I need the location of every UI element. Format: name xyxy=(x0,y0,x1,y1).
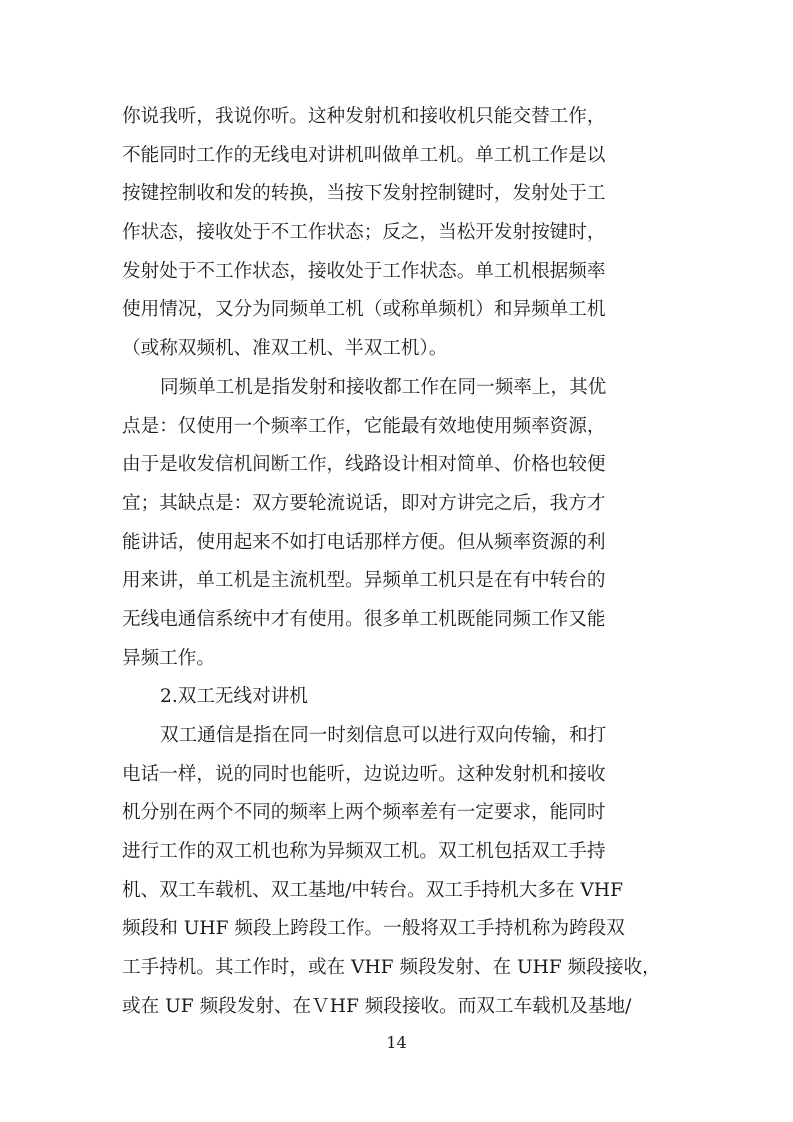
text-line: 由于是收发信机间断工作，线路设计相对简单、价格也较便 xyxy=(122,454,606,476)
text-line: 能讲话，使用起来不如打电话那样方便。但从频率资源的利 xyxy=(122,531,606,553)
text-line: 按键控制收和发的转换，当按下发射控制键时，发射处于工 xyxy=(122,183,606,205)
text-line: 或在 UF 频段发射、在ＶHF 频段接收。而双工车载机及基地/ xyxy=(122,995,632,1017)
body-text xyxy=(122,98,682,1027)
text-line: 发射处于不工作状态，接收处于工作状态。单工机根据频率 xyxy=(122,260,606,282)
page-number: 14 xyxy=(386,1033,407,1052)
text-line: 电话一样，说的同时也能听，边说边听。这种发射机和接收 xyxy=(122,763,606,785)
text-line: （或称双频机、准双工机、半双工机）。 xyxy=(122,338,448,360)
text-line: 宜；其缺点是：双方要轮流说话，即对方讲完之后，我方才 xyxy=(122,492,606,514)
text-line: 不能同时工作的无线电对讲机叫做单工机。单工机工作是以 xyxy=(122,144,606,166)
paragraph-start-line: 同频单工机是指发射和接收都工作在同一频率上，其优 xyxy=(160,376,607,398)
text-line: 无线电通信系统中才有使用。很多单工机既能同频工作又能 xyxy=(122,608,606,630)
section-heading: 2.双工无线对讲机 xyxy=(160,686,308,708)
text-line: 点是：仅使用一个频率工作，它能最有效地使用频率资源， xyxy=(122,415,606,437)
text-line: 异频工作。 xyxy=(122,647,215,669)
text-line: 机、双工车载机、双工基地/中转台。双工手持机大多在 VHF xyxy=(122,879,623,901)
text-line: 频段和 UHF 频段上跨段工作。一般将双工手持机称为跨段双 xyxy=(122,918,625,940)
text-line: 你说我听，我说你听。这种发射机和接收机只能交替工作， xyxy=(122,106,606,127)
paragraph-start-line: 双工通信是指在同一时刻信息可以进行双向传输，和打 xyxy=(160,725,607,746)
text-line: 使用情况，又分为同频单工机（或称单频机）和异频单工机 xyxy=(122,299,606,321)
text-line: 用来讲，单工机是主流机型。异频单工机只是在有中转台的 xyxy=(122,570,606,592)
text-line: 机分别在两个不同的频率上两个频率差有一定要求，能同时 xyxy=(122,802,606,824)
text-line: 工手持机。其工作时，或在 VHF 频段发射、在 UHF 频段接收， xyxy=(122,957,661,979)
text-line: 作状态，接收处于不工作状态；反之，当松开发射按键时， xyxy=(122,222,606,244)
text-line: 进行工作的双工机也称为异频双工机。双工机包括双工手持 xyxy=(122,841,606,863)
